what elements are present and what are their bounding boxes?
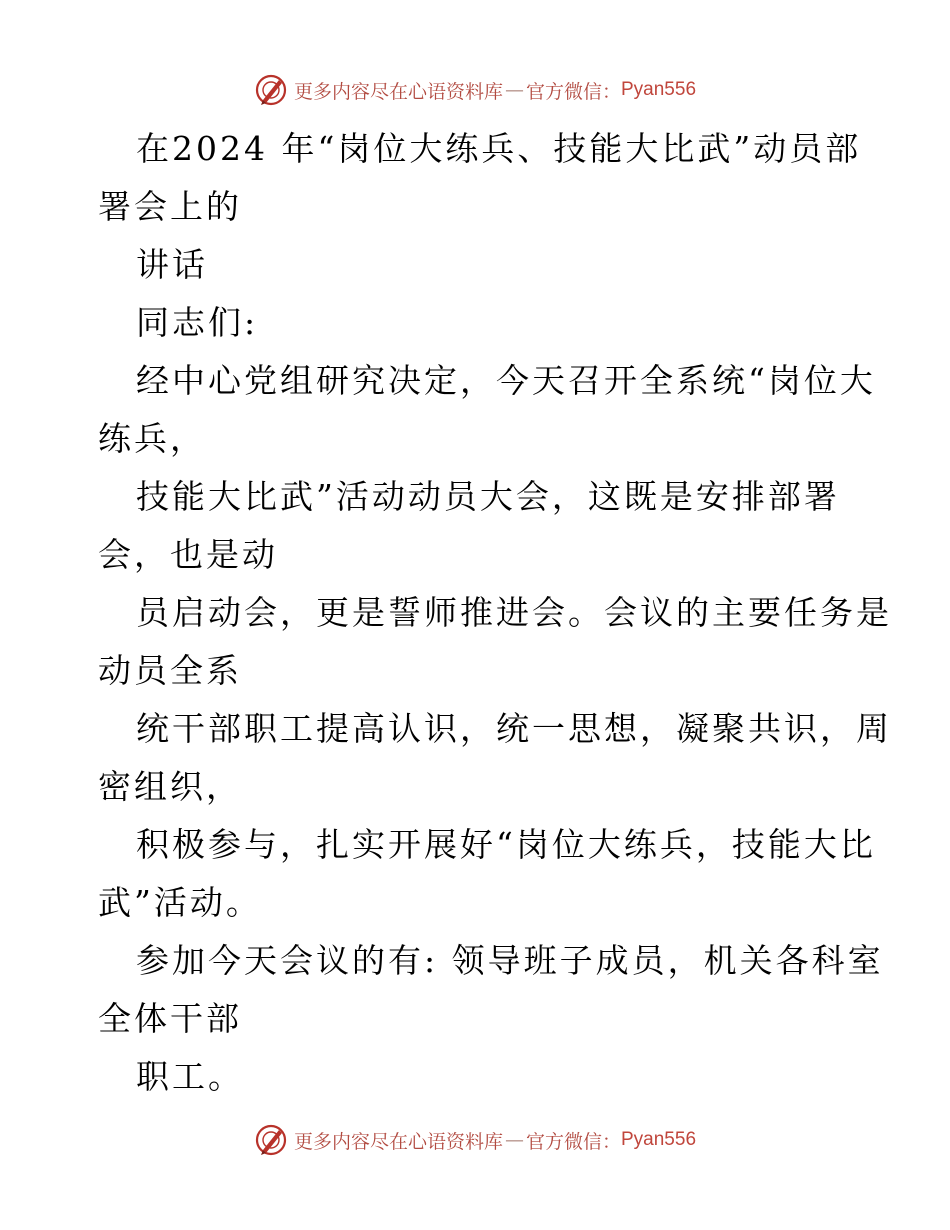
pen-logo-icon (254, 73, 288, 107)
pen-logo-icon (254, 1123, 288, 1157)
text-line: 密组织， (98, 767, 242, 806)
text-line: 积极参与，扎实开展好“岗位大练兵，技能大比 (136, 825, 876, 864)
banner-separator: — (504, 79, 524, 101)
text-line: 会，也是动 (98, 535, 278, 574)
banner-label: 官方微信： (525, 1130, 621, 1153)
banner-separator: — (504, 1129, 524, 1151)
banner-prefix: 更多内容尽在心语资料库 (293, 1130, 503, 1153)
text-line: 动员全系 (98, 651, 242, 690)
banner-prefix: 更多内容尽在心语资料库 (293, 80, 503, 103)
text-line: 在2024 年“岗位大练兵、技能大比武”动员部 (136, 129, 862, 168)
document-body (98, 120, 892, 1106)
text-line: 职工。 (136, 1057, 244, 1096)
text-line: 经中心党组研究决定，今天召开全系统“岗位大 (136, 361, 876, 400)
text-line: 统干部职工提高认识，统一思想，凝聚共识，周 (136, 709, 892, 748)
banner-handle: Pyan556 (621, 79, 697, 100)
banner-handle: Pyan556 (621, 1129, 697, 1150)
text-line: 全体干部 (98, 999, 242, 1038)
text-line: 讲话 (136, 245, 208, 284)
banner-label: 官方微信： (525, 80, 621, 103)
text-line: 署会上的 (98, 187, 242, 226)
text-line: 武”活动。 (98, 883, 262, 922)
text-line: 参加今天会议的有: 领导班子成员，机关各科室 (136, 941, 884, 980)
text-line: 练兵， (98, 419, 206, 458)
text-line: 技能大比武”活动动员大会，这既是安排部署 (136, 477, 840, 516)
header-banner (0, 70, 950, 110)
footer-banner (0, 1120, 950, 1160)
text-line: 员启动会，更是誓师推进会。会议的主要任务是 (136, 593, 892, 632)
text-line: 同志们: (136, 303, 259, 342)
